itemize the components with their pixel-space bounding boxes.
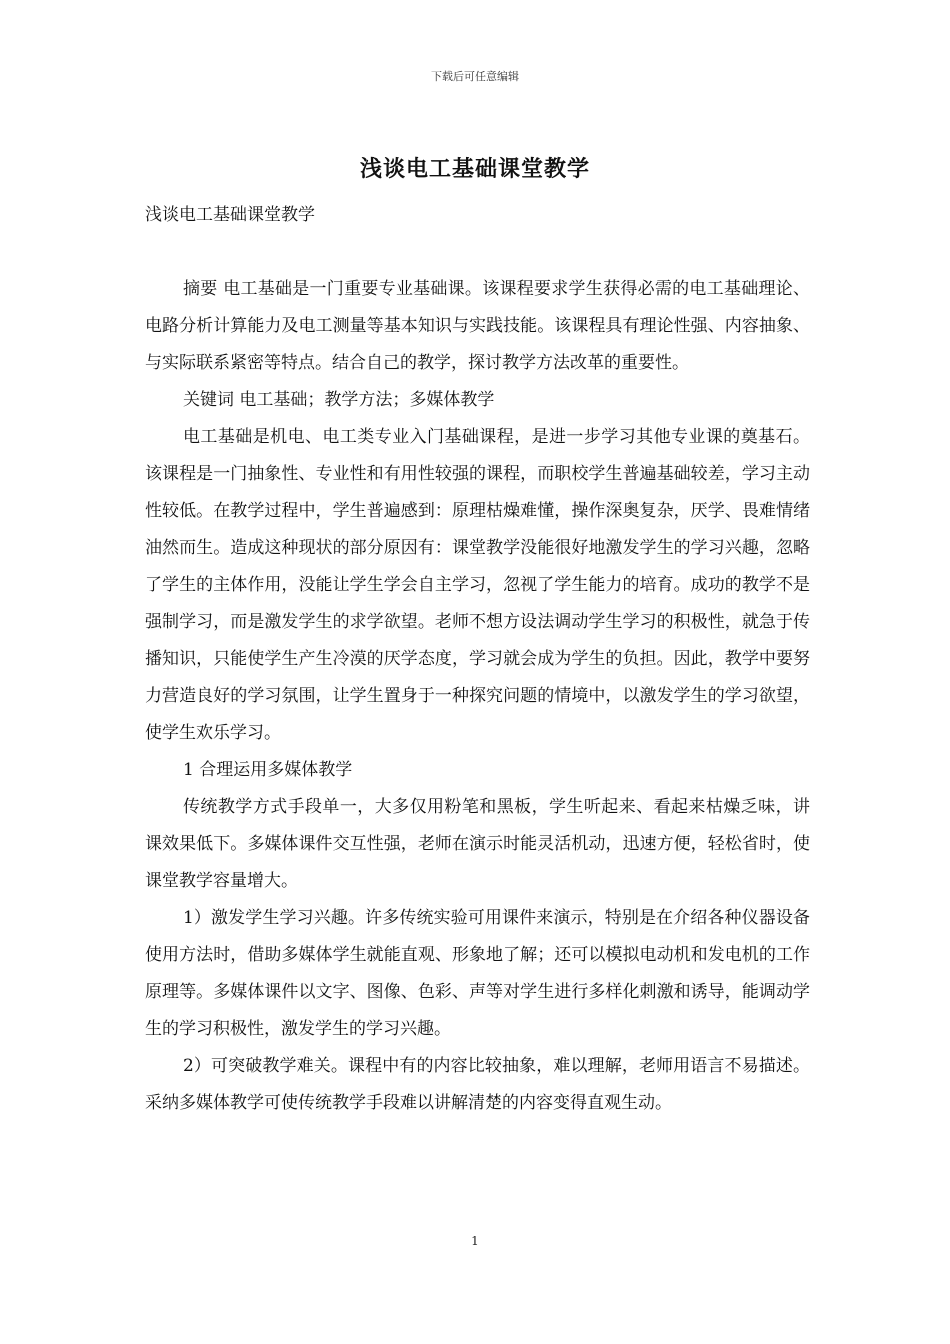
page-number: 1	[471, 1234, 479, 1248]
section-heading: 1 合理运用多媒体教学	[183, 760, 353, 780]
document-body	[145, 197, 810, 1122]
keywords-paragraph: 关键词 电工基础；教学方法；多媒体教学	[183, 390, 495, 410]
document-subtitle: 浅谈电工基础课堂教学	[145, 205, 315, 225]
intro-paragraph: 电工基础是机电、电工类专业入门基础课程，是进一步学习其他专业课的奠基石。该课程是一门抽象性、专业性和有用性较强的课程，而职校学生普遍基础较差，学习主动性较低。在教学过程中，学生普遍感到：原理枯燥难懂，操作深奥复杂，厌学、畏难情绪油然而生。造成这种现状的部分原因有：课堂教学没能很好地激发学生的学习兴趣，忽略了学生的主体作用，没能让学生学会自主学习，忽视了学生能力的培育。成功的教学不是强制学习，而是激发学生的求学欲望。老师不想方设法调动学生学习的积极性，就急于传播知识，只能使学生产生冷漠的厌学态度，学习就会成为学生的负担。因此，教学中要努力营造良好的学习氛围，让学生置身于一种探究问题的情境中，以激发学生的学习欲望，使学生欢乐学习。	[145, 427, 810, 743]
abstract-paragraph: 摘要 电工基础是一门重要专业基础课。该课程要求学生获得必需的电工基础理论、电路分析计算能力及电工测量等基本知识与实践技能。该课程具有理论性强、内容抽象、与实际联系紧密等特点。结合自己的教学，探讨教学方法改革的重要性。	[145, 279, 810, 373]
header-note: 下载后可任意编辑	[431, 70, 519, 83]
page-title: 浅谈电工基础课堂教学	[359, 156, 590, 182]
point-1-paragraph: 1）激发学生学习兴趣。许多传统实验可用课件来演示，特别是在介绍各种仪器设备使用方法时，借助多媒体学生就能直观、形象地了解；还可以模拟电动机和发电机的工作原理等。多媒体课件以文字、图像、色彩、声等对学生进行多样化刺激和诱导，能调动学生的学习积极性，激发学生的学习兴趣。	[145, 908, 810, 1039]
point-2-paragraph: 2）可突破教学难关。课程中有的内容比较抽象，难以理解，老师用语言不易描述。采纳多媒体教学可使传统教学手段难以讲解清楚的内容变得直观生动。	[145, 1056, 810, 1113]
section-paragraph: 传统教学方式手段单一，大多仅用粉笔和黑板，学生听起来、看起来枯燥乏味，讲课效果低下。多媒体课件交互性强，老师在演示时能灵活机动，迅速方便，轻松省时，使课堂教学容量增大。	[145, 797, 810, 891]
